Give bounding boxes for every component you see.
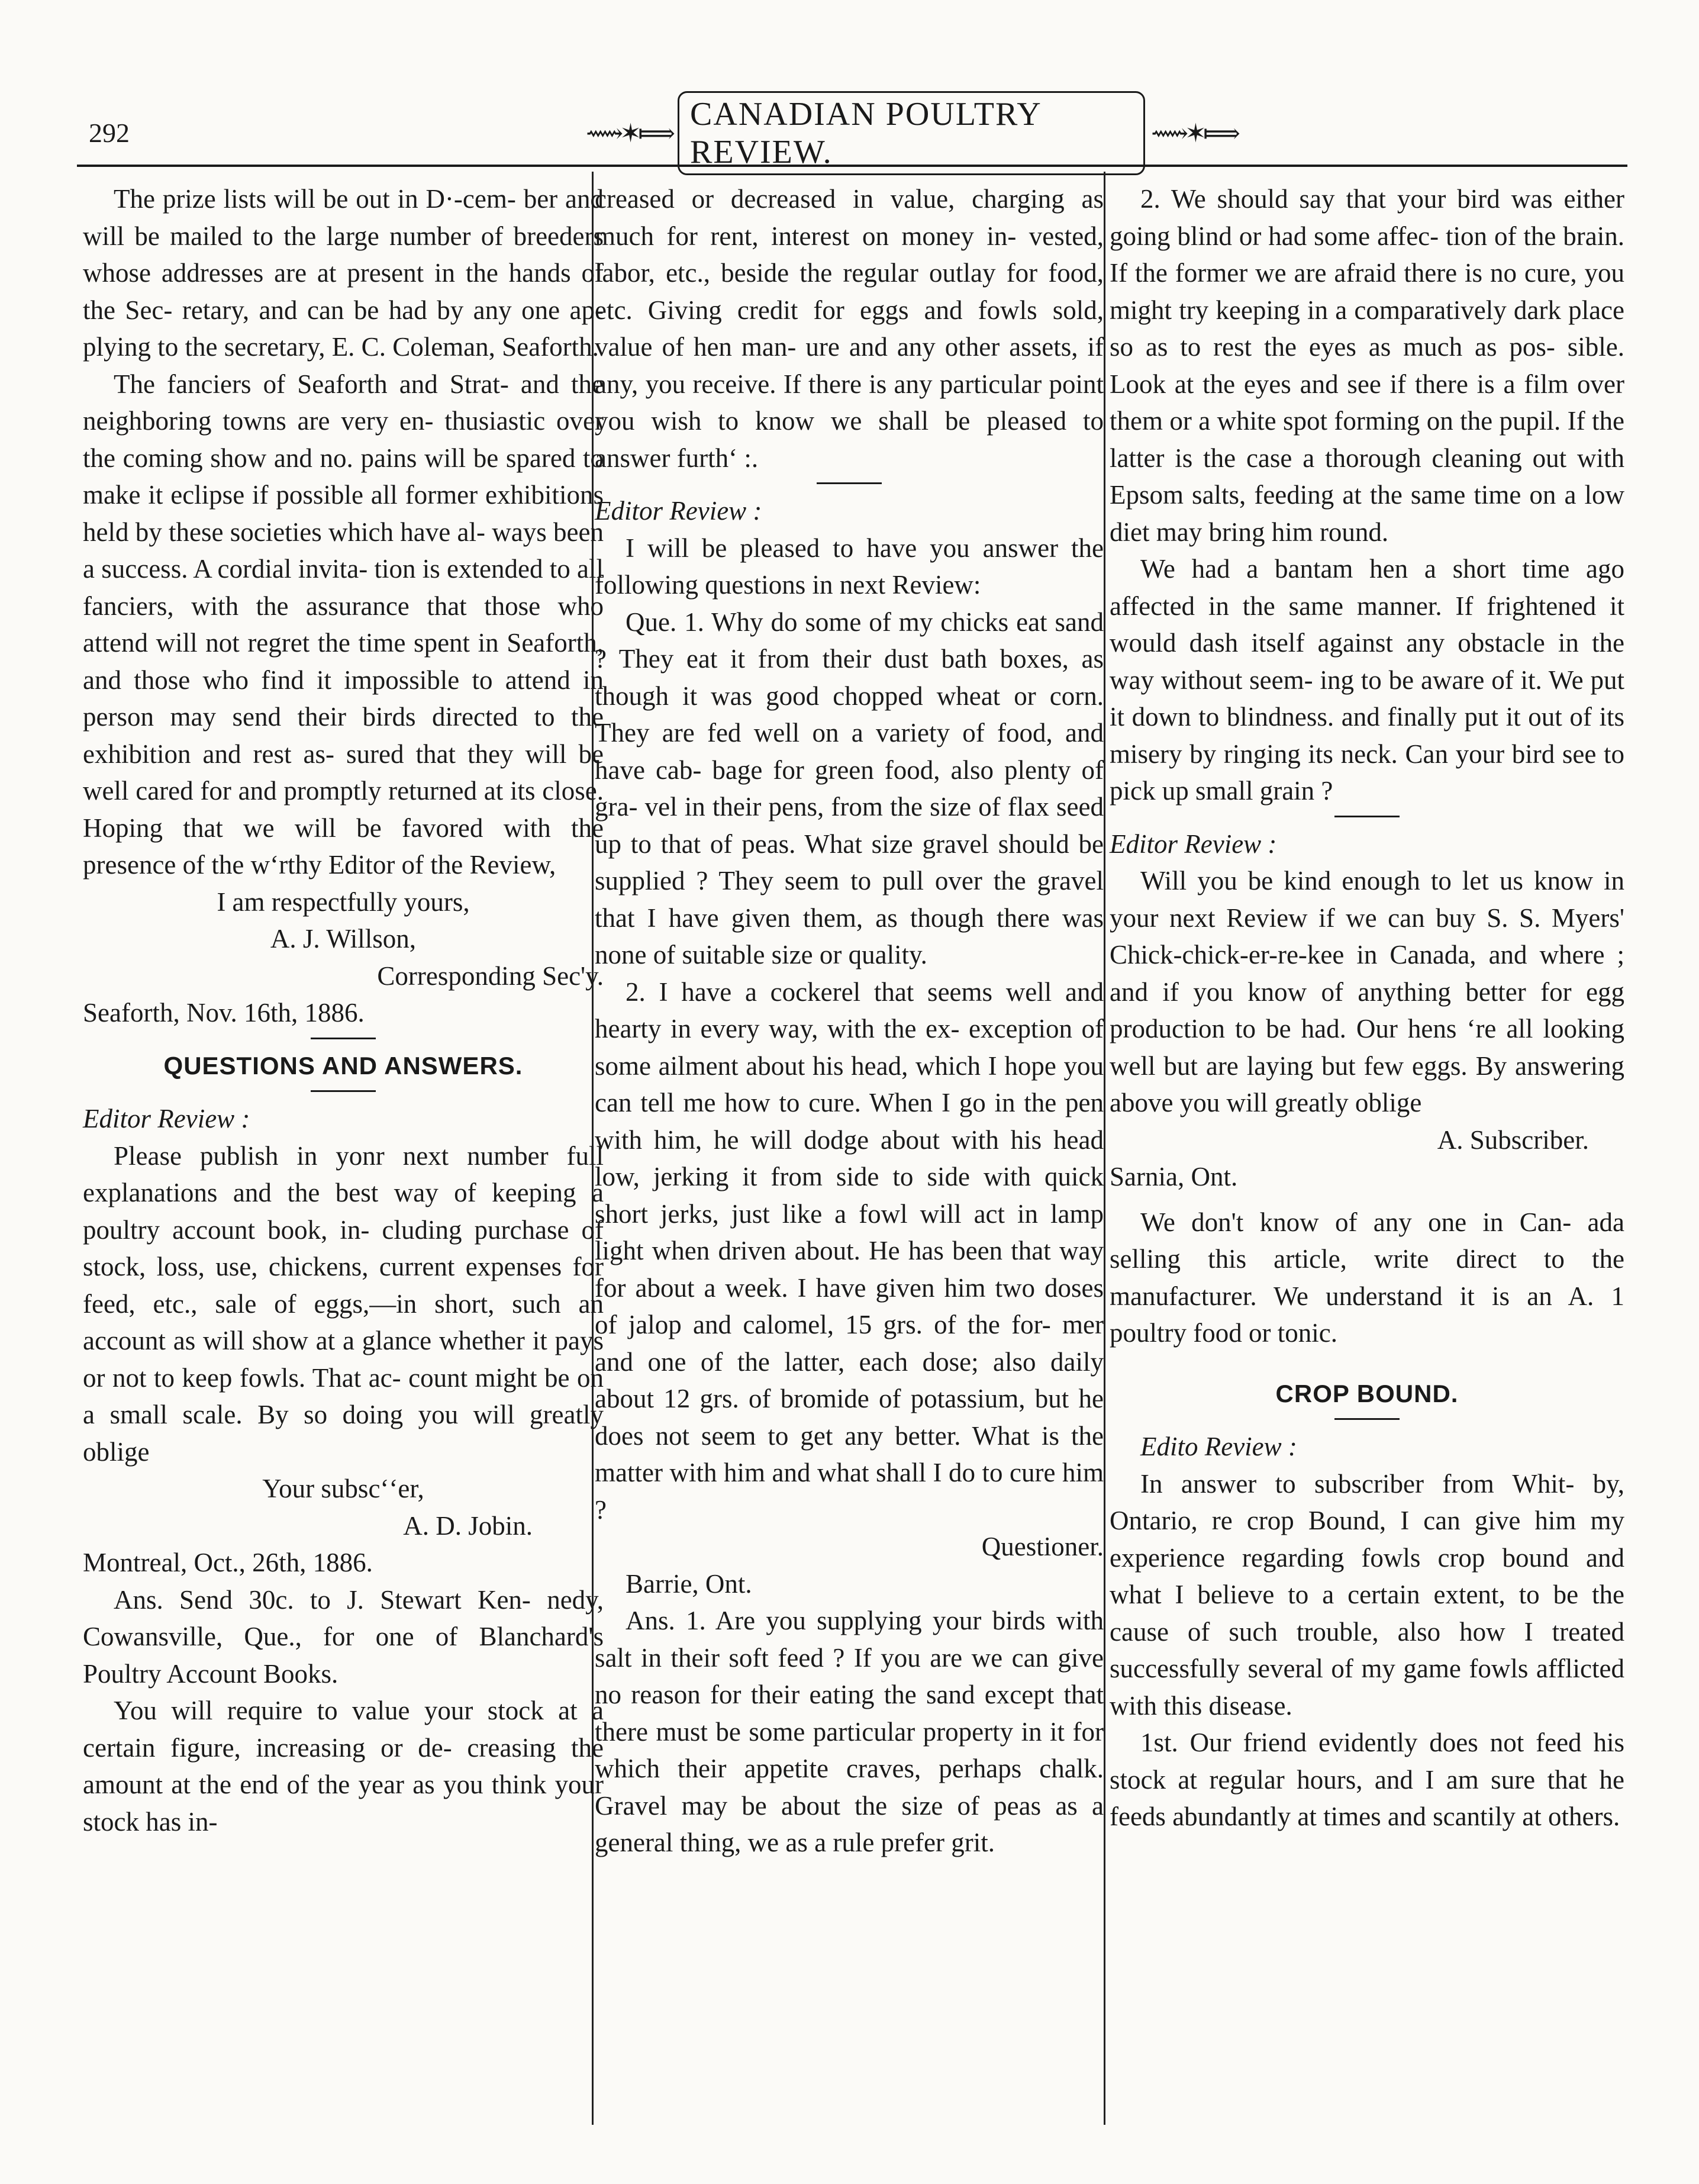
- letter-place-date: Seaforth, Nov. 16th, 1886.: [83, 998, 365, 1027]
- question-signer: A. D. Jobin.: [403, 1510, 533, 1541]
- header-rule: [77, 165, 1627, 167]
- masthead: [586, 96, 1237, 170]
- fanciers-paragraph: The fanciers of Seaforth and Strat- and the neighboring towns are very en- thusiastic over the coming show and no. pains will be spared to make it eclipse if possible all former exhibitions held by these societies which have al- ways been a success. A cordial invita- tion is extended to all fanciers, with the assurance that those who attend will not regret the time spent in Seaforth, and those who find it impossible to attend in person may send their birds directed to the exhibition and rest as- sured that they will be well cared for and promptly returned at its close. Hoping that we will be favored with the presence of the wʻrthy Editor of the Review,: [83, 369, 604, 880]
- editor-salutation: Editor Review :: [595, 496, 762, 526]
- question-paragraph: Please publish in yonr next number full explanations and the best way of keeping a poultry account book, in- cluding purchase of stock, loss, use, chickens, current expenses for feed, etc., sale of eggs,—in short, such an account as will show at a glance whether it pays or not to keep fowls. That ac- count might be on a small scale. By so doing you will greatly oblige: [83, 1141, 604, 1467]
- section-rule: [311, 1038, 376, 1039]
- answer-2-paragraph: 2. We should say that your bird was either going blind or had some affec- tion of the brain. If the former we are afraid there is no cure, you might try keeping in a comparatively dark place so as to rest the eyes as much as pos- sible. Look at the eyes and see if there is a film over them or a white spot forming on the pupil. If the latter is the case a thorough cleaning out with Epsom salts, feeding at the same time on a low diet may bring him round.: [1110, 184, 1624, 547]
- heading-rule: [311, 1090, 376, 1092]
- column-3: [1110, 181, 1624, 1835]
- column-divider-2: [1104, 172, 1105, 2125]
- signer-title: Corresponding Sec'y.: [377, 961, 604, 991]
- editor-salutation-2: Edito Review :: [1140, 1432, 1297, 1461]
- questioner-place: Barrie, Ont.: [626, 1568, 752, 1599]
- right-ornament-icon: ⟿✶⟾: [1150, 118, 1237, 149]
- answer-paragraph-2: You will require to value your stock at a certain figure, increasing or de- creasing the amount at the end of the year as you think your stock has in-: [83, 1696, 604, 1837]
- section-rule: [1334, 816, 1400, 817]
- intro-paragraph: I will be pleased to have you answer the following questions in next Review:: [595, 533, 1104, 600]
- editor-salutation: Editor Review :: [83, 1104, 250, 1133]
- section-heading: QUESTIONS AND ANSWERS.: [163, 1051, 523, 1080]
- masthead-title: CANADIAN POULTRY REVIEW.: [678, 91, 1145, 175]
- editor-salutation: Editor Review :: [1110, 829, 1277, 859]
- letter-signer: A. J. Willson,: [270, 924, 417, 954]
- crop-bound-paragraph-1: In answer to subscriber from Whit- by, Ontario, re crop Bound, I can give him my experience regarding fowls crop bound and what I believe to a certain extent, to be the cause of such trouble, also how I treated successfully several of my game fowls afflicted with this disease.: [1110, 1468, 1624, 1721]
- column-1: [83, 181, 604, 1840]
- answer-3-paragraph: We don't know of any one in Can- ada selling this article, write direct to the manufacturer. We understand it is an A. 1 poultry food or tonic.: [1110, 1207, 1624, 1348]
- answer-1-paragraph: Ans. 1. Are you supplying your birds with salt in their soft feed ? If you are we can give no reason for their eating the sand except that there must be some particular property in it for which their appetite craves, perhaps chalk. Gravel may be about the size of peas as a general thing, we as a rule prefer grit.: [595, 1606, 1104, 1857]
- question-2-paragraph: 2. I have a cockerel that seems well and hearty in every way, with the ex- exception of some ailment about his head, which I hope you can tell me how to cure. When I go in the pen with him, he will dodge about with his head low, jerking it from side to side with quick short jerks, just like a fowl will act in lamp light when driven about. He has been that way for about a week. I have given him two doses of jalop and calomel, 15 grs. of the for- mer and one of the latter, each dose; also daily about 12 grs. of bromide of potassium, but he does not seem to get any better. What is the matter with him and what shall I do to cure him ?: [595, 977, 1104, 1525]
- answer-paragraph: Ans. Send 30c. to J. Stewart Ken- nedy, Cowansville, Que., for one of Blanchard's Poultry Account Books.: [83, 1584, 604, 1689]
- question-closing: Your subscʻʻer,: [262, 1474, 424, 1503]
- prize-list-paragraph: The prize lists will be out in D·-cem- ber and will be mailed to the large number of breeders whose addresses are at present in the hands of the Sec- retary, and can be had by any one ap- plying to the secretary, E. C. Coleman, Seaforth.: [83, 184, 604, 362]
- column-2: [595, 181, 1104, 1861]
- bantam-paragraph: We had a bantam hen a short time ago affected in the same manner. If frightened it would dash itself against any obstacle in the way without seem- ing to be aware of it. We put it down to blindness. and finally put it out of its misery by ringing its neck. Can your bird see to pick up small grain ?: [1110, 554, 1624, 806]
- crop-bound-paragraph-2: 1st. Our friend evidently does not feed his stock at regular hours, and I am sure that he feeds abundantly at times and scantily at others.: [1110, 1728, 1624, 1831]
- page-number: 292: [89, 118, 130, 148]
- subscriber-signer: A. Subscriber.: [1437, 1125, 1589, 1155]
- question-3-paragraph: Will you be kind enough to let us know in your next Review if we can buy S. S. Myers' Chick-chick-er-re-kee in Canada, and where ; and if you know of anything better for egg production to be had. Our hens ʻre all looking well but are laying but few eggs. By answering above you will greatly oblige: [1110, 866, 1624, 1117]
- section-rule: [817, 482, 882, 484]
- letter-closing: I am respectfully yours,: [217, 887, 470, 917]
- heading-rule: [1334, 1418, 1400, 1420]
- question-place-date: Montreal, Oct., 26th, 1886.: [83, 1548, 373, 1577]
- page-header: [77, 89, 1627, 178]
- subscriber-place: Sarnia, Ont.: [1110, 1162, 1238, 1191]
- questioner-signer: Questioner.: [981, 1532, 1104, 1561]
- question-1-paragraph: Que. 1. Why do some of my chicks eat sand ? They eat it from their dust bath boxes, as though it was good chopped wheat or corn. They are fed well on a variety of food, and have cab- bage for green food, also plenty of gra- vel in their pens, from the size of flax seed up to that of peas. What size gravel should be supplied ? They seem to pull over the gravel that I have given them, as though there was none of suitable size or quality.: [595, 607, 1104, 969]
- crop-bound-heading: CROP BOUND.: [1275, 1379, 1459, 1407]
- left-ornament-icon: ⟿✶⟾: [586, 118, 672, 149]
- continued-paragraph: creased or decreased in value, charging as much for rent, interest on money in- vested, labor, etc., beside the regular outlay for food, etc. Giving credit for eggs and fowls sold, value of hen man- ure and any other assets, if any, you receive. If there is any particular point you wish to know we shall be pleased to answer furthʻ :.: [595, 184, 1104, 473]
